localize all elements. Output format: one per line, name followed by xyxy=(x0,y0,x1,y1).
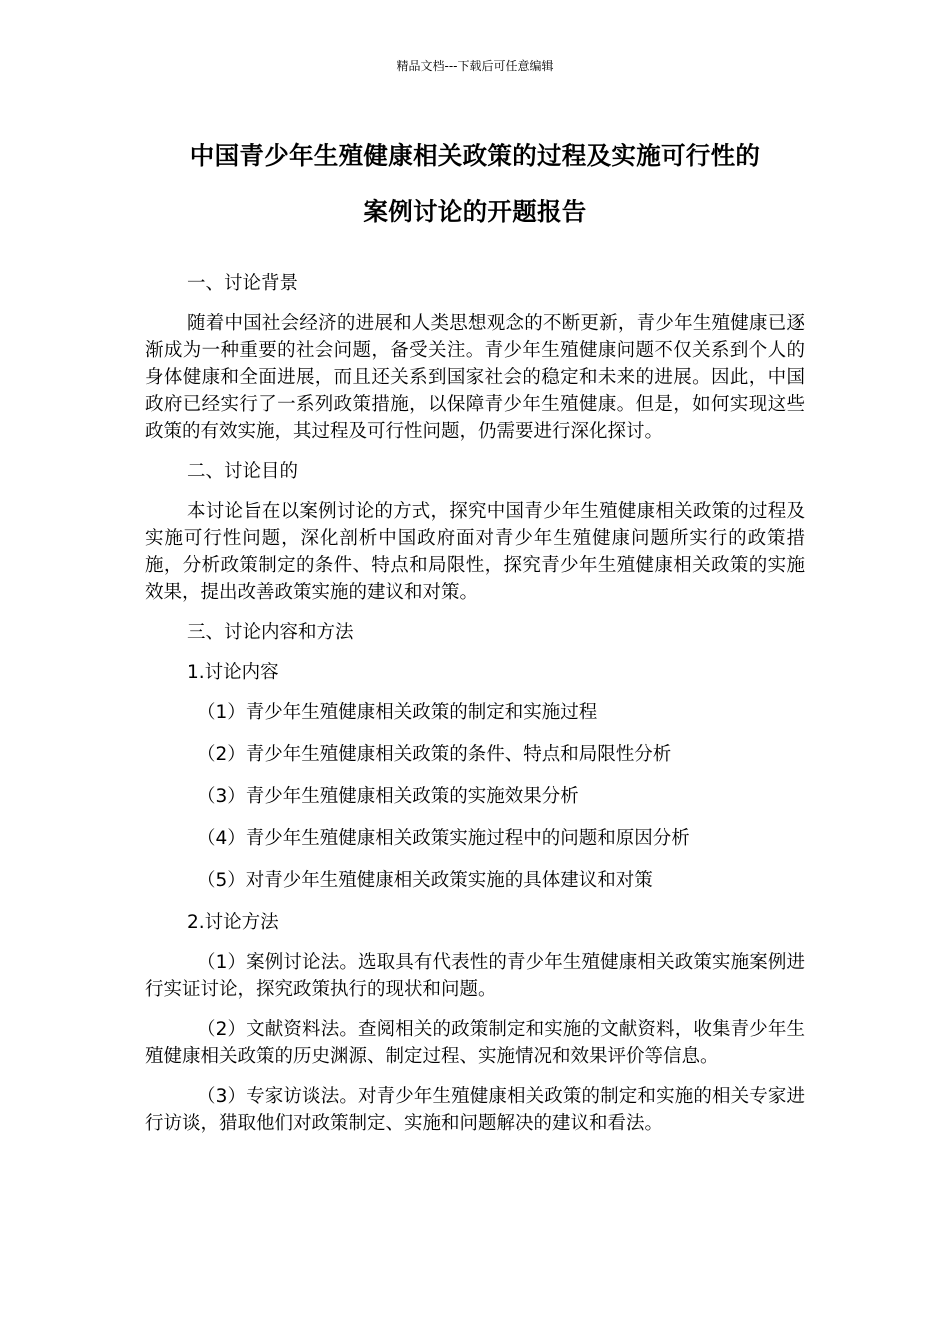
document-title-line-1: 中国青少年生殖健康相关政策的过程及实施可行性的 xyxy=(189,141,761,170)
header-note: 精品文档---下载后可任意编辑 xyxy=(396,59,554,73)
section-heading-content-method: 三、讨论内容和方法 xyxy=(187,622,354,643)
subheading-content: 1.讨论内容 xyxy=(187,662,279,683)
document-body xyxy=(145,270,805,1150)
subheading-method: 2.讨论方法 xyxy=(187,912,279,933)
content-item-4: （4）青少年生殖健康相关政策实施过程中的问题和原因分析 xyxy=(197,828,690,849)
section-heading-background: 一、讨论背景 xyxy=(187,273,299,294)
purpose-paragraph: 本讨论旨在以案例讨论的方式，探究中国青少年生殖健康相关政策的过程及实施可行性问题，深化剖析中国政府面对青少年生殖健康问题所实行的政策措施，分析政策制定的条件、特点和局限性，探究青少年生殖健康相关政策的实施效果，提出改善政策实施的建议和对策。 xyxy=(145,501,805,603)
section-heading-purpose: 二、讨论目的 xyxy=(187,461,299,482)
method-item-2: （2）文献资料法。查阅相关的政策制定和实施的文献资料，收集青少年生殖健康相关政策的历史渊源、制定过程、实施情况和效果评价等信息。 xyxy=(145,1019,805,1067)
content-item-2: （2）青少年生殖健康相关政策的条件、特点和局限性分析 xyxy=(197,744,672,765)
method-item-1: （1）案例讨论法。选取具有代表性的青少年生殖健康相关政策实施案例进行实证讨论，探究政策执行的现状和问题。 xyxy=(145,952,805,1000)
content-item-3: （3）青少年生殖健康相关政策的实施效果分析 xyxy=(197,786,579,807)
document-title-line-2: 案例讨论的开题报告 xyxy=(363,197,587,226)
content-item-1: （1）青少年生殖健康相关政策的制定和实施过程 xyxy=(197,702,598,723)
method-item-3: （3）专家访谈法。对青少年生殖健康相关政策的制定和实施的相关专家进行访谈，猎取他们对政策制定、实施和问题解决的建议和看法。 xyxy=(145,1086,805,1134)
background-paragraph: 随着中国社会经济的进展和人类思想观念的不断更新，青少年生殖健康已逐渐成为一种重要的社会问题，备受关注。青少年生殖健康问题不仅关系到个人的身体健康和全面进展，而且还关系到国家社会的稳定和未来的进展。因此，中国政府已经实行了一系列政策措施，以保障青少年生殖健康。但是，如何实现这些政策的有效实施，其过程及可行性问题，仍需要进行深化探讨。 xyxy=(145,313,805,442)
content-item-5: （5）对青少年生殖健康相关政策实施的具体建议和对策 xyxy=(197,870,653,891)
